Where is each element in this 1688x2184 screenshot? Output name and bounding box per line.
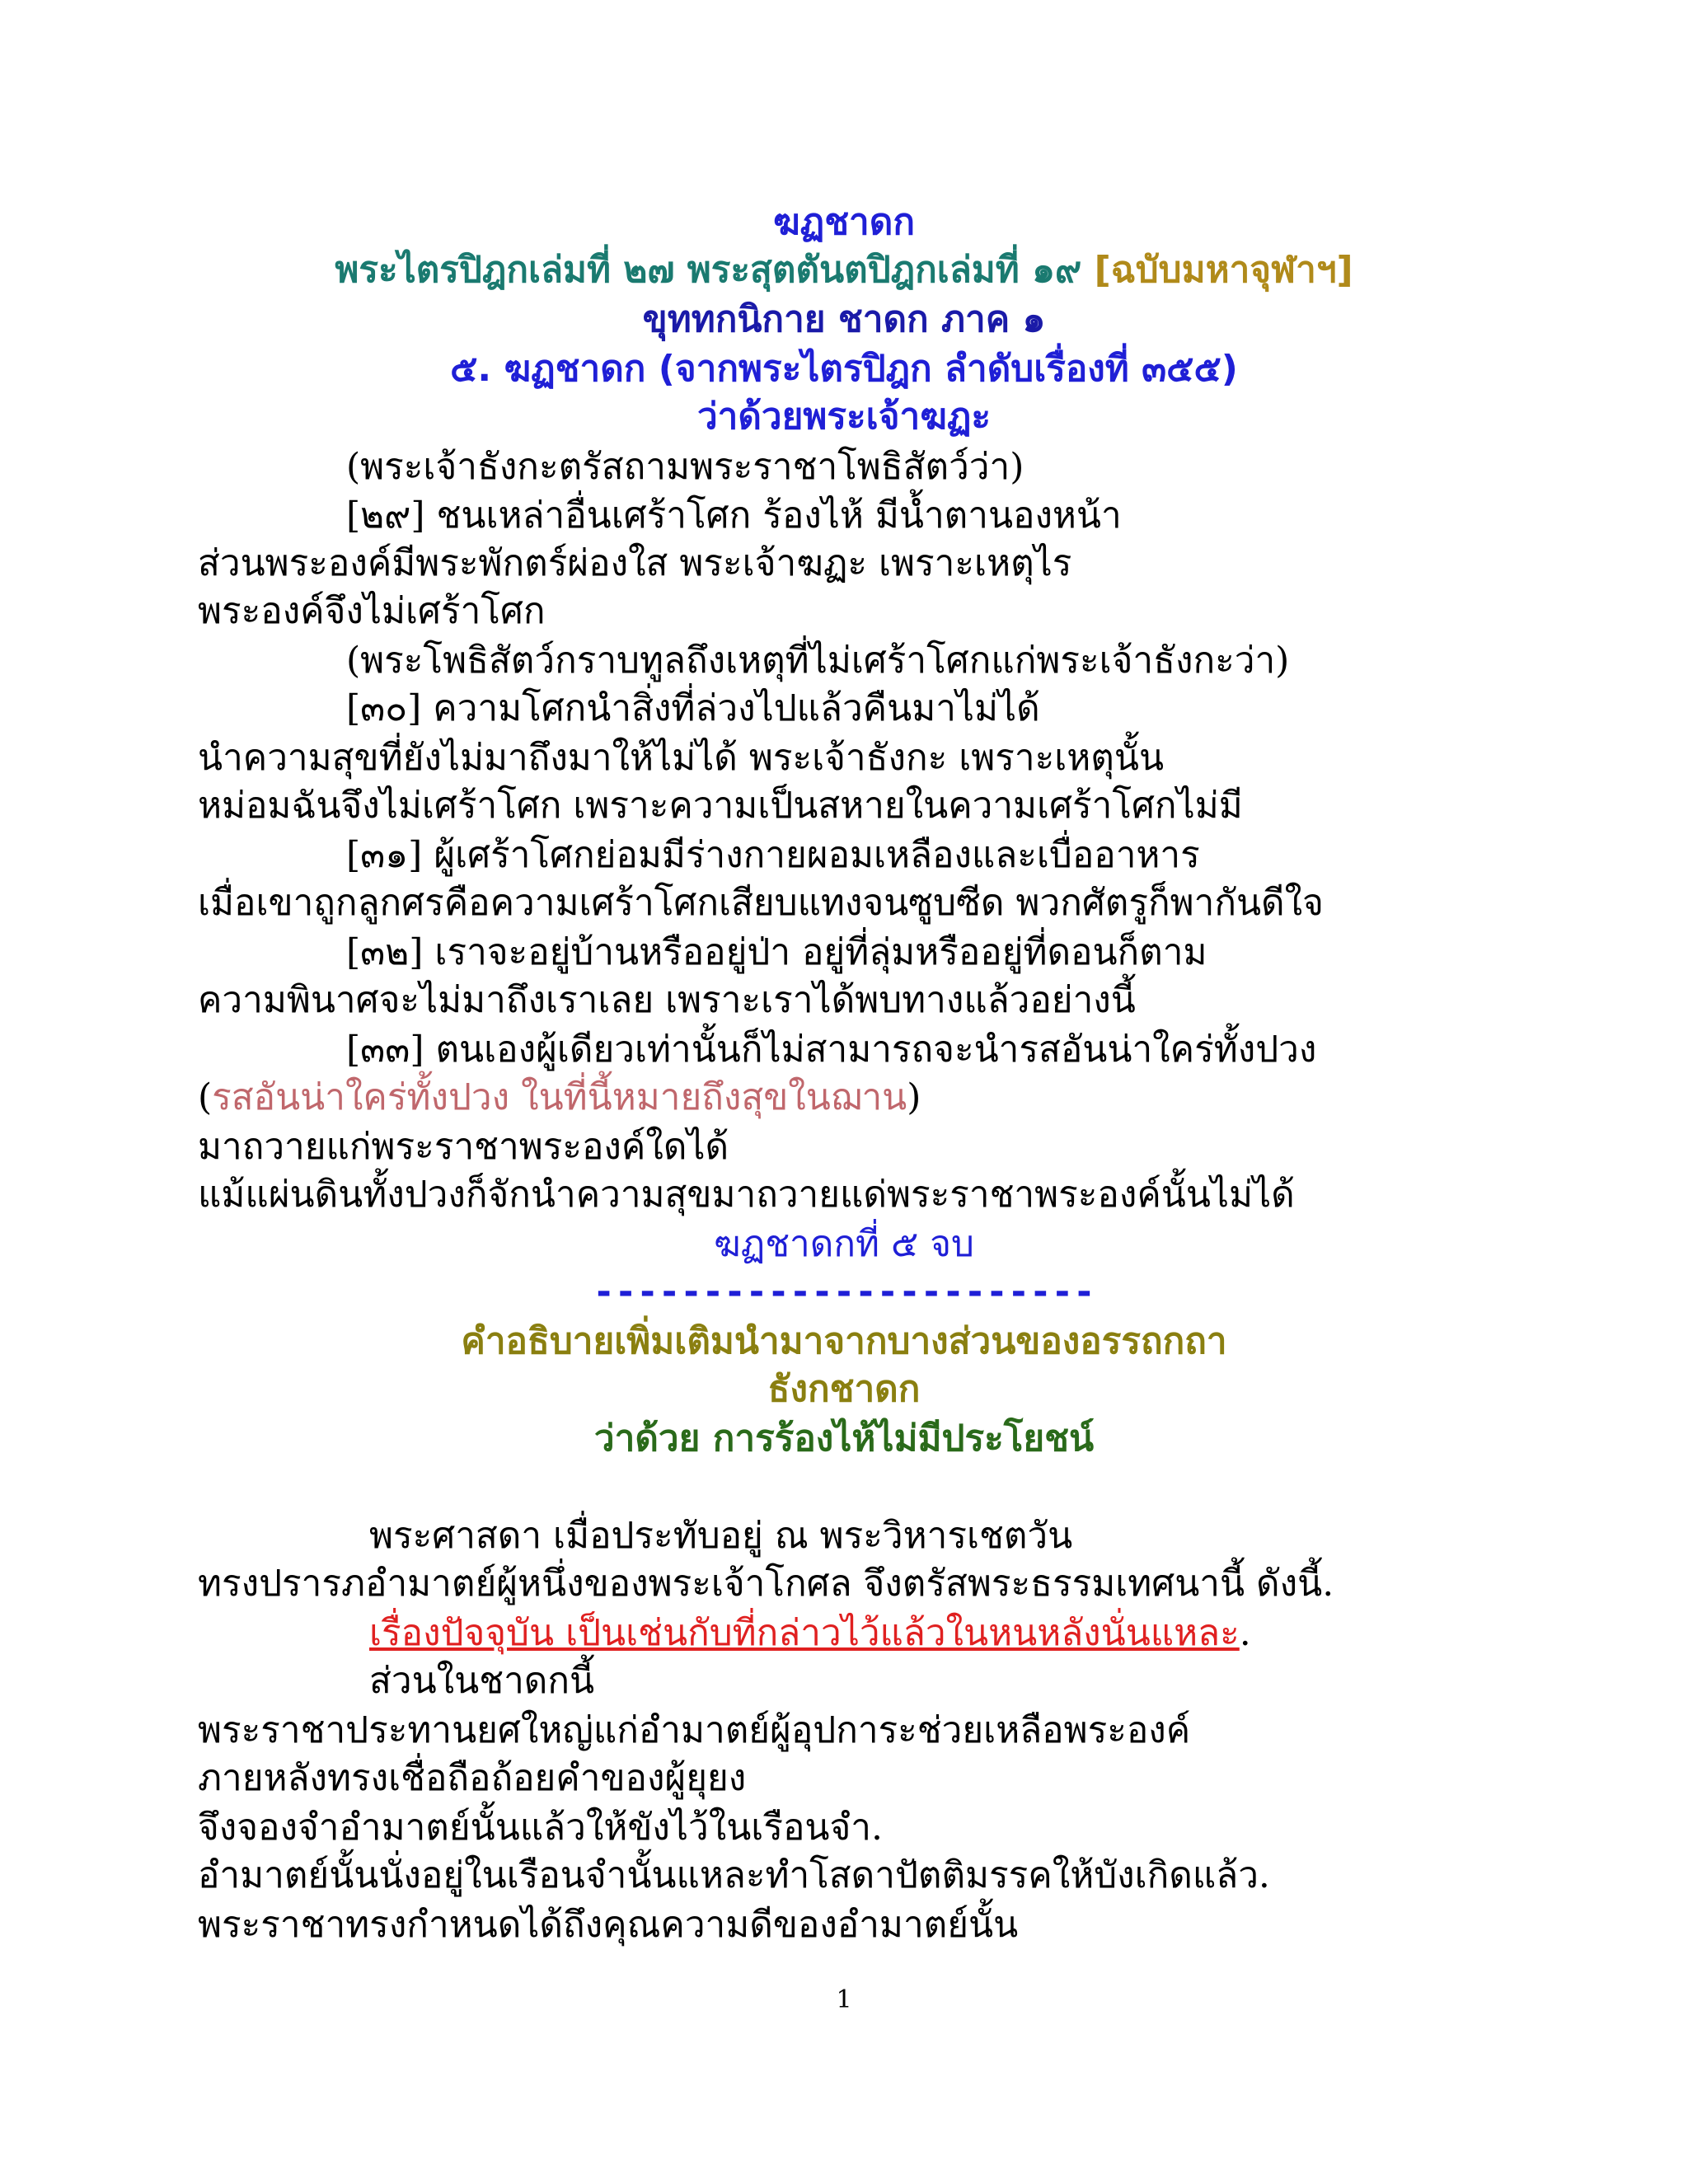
source-edition: [ฉบับมหาจุฬาฯ] — [1094, 249, 1353, 291]
commentary-line: อำมาตย์นั้นนั่งอยู่ในเรือนจำนั้นแหละทำโสดาปัตติมรรคให้บังเกิดแล้ว. — [198, 1854, 1270, 1896]
verse-line: หม่อมฉันจึงไม่เศร้าโศก เพราะความเป็นสหายในความเศร้าโศกไม่มี — [198, 785, 1243, 827]
commentary-link-line — [369, 1612, 1251, 1654]
note-close-paren: ) — [907, 1076, 921, 1118]
verse-note-line — [198, 1076, 921, 1118]
commentary-line: จึงจองจำอำมาตย์นั้นแล้วให้ขังไว้ในเรือนจำ. — [198, 1807, 883, 1849]
chapter-heading: ๕. ฆฏชาดก (จากพระไตรปิฎก ลำดับเรื่องที่ ๓๕๕) — [450, 348, 1238, 390]
verse-line: พระองค์จึงไม่เศร้าโศก — [198, 590, 546, 632]
commentary-line: พระราชาทรงกำหนดได้ถึงคุณความดีของอำมาตย์นั้น — [198, 1904, 1019, 1946]
source-line — [0, 249, 1688, 291]
subtitle-heading: ว่าด้วยพระเจ้าฆฏะ — [696, 396, 992, 438]
link-period: . — [1239, 1612, 1251, 1654]
page-number: 1 — [836, 1985, 852, 2014]
commentary-line: ภายหลังทรงเชื่อถือถ้อยคำของผู้ยุยง — [198, 1757, 747, 1799]
commentary-line: ส่วนในชาดกนี้ — [369, 1660, 595, 1702]
collection-heading: ขุททกนิกาย ชาดก ภาค ๑ — [642, 298, 1046, 340]
verse-line: เมื่อเขาถูกลูกศรคือความเศร้าโศกเสียบแทงจนซูบซีด พวกศัตรูก็พากันดีใจ — [198, 882, 1324, 924]
commentary-line: ทรงปรารภอำมาตย์ผู้หนึ่งของพระเจ้าโกศล จึงตรัสพระธรรมเทศนานี้ ดังนี้. — [198, 1563, 1334, 1605]
commentary-line: พระศาสดา เมื่อประทับอยู่ ณ พระวิหารเชตวัน — [369, 1515, 1073, 1557]
chapter-end: ฆฏชาดกที่ ๕ จบ — [714, 1223, 974, 1265]
verse-line: มาถวายแก่พระราชาพระองค์ใดได้ — [198, 1126, 729, 1168]
verse-line: แม้แผ่นดินทั้งปวงก็จักนำความสุขมาถวายแด่พระราชาพระองค์นั้นไม่ได้ — [198, 1174, 1295, 1216]
verse-note: รสอันน่าใคร่ทั้งปวง ในที่นี้หมายถึงสุขในฌาน — [212, 1076, 907, 1118]
commentary-line: พระราชาประทานยศใหญ่แก่อำมาตย์ผู้อุปการะช่วยเหลือพระองค์ — [198, 1709, 1191, 1751]
verse-line: นำความสุขที่ยังไม่มาถึงมาให้ไม่ได้ พระเจ้าธังกะ เพราะเหตุนั้น — [198, 737, 1165, 779]
verse-line: [๓๓] ตนเองผู้เดียวเท่านั้นก็ไม่สามารถจะนำรสอันน่าใคร่ทั้งปวง — [346, 1029, 1317, 1071]
verse-line: (พระโพธิสัตว์กราบทูลถึงเหตุที่ไม่เศร้าโศกแก่พระเจ้าธังกะว่า) — [346, 640, 1290, 682]
verse-line: ความพินาศจะไม่มาถึงเราเลย เพราะเราได้พบทางแล้วอย่างนี้ — [198, 979, 1136, 1021]
commentary-heading: คำอธิบายเพิ่มเติมนำมาจากบางส่วนของอรรถกถา — [461, 1320, 1227, 1362]
verse-line: [๓๒] เราจะอยู่บ้านหรืออยู่ป่า อยู่ที่ลุ่มหรืออยู่ที่ดอนก็ตาม — [346, 931, 1207, 973]
verse-line: [๓๑] ผู้เศร้าโศกย่อมมีร่างกายผอมเหลืองและเบื่ออาหาร — [346, 834, 1200, 876]
document-title: ฆฏชาดก — [773, 201, 915, 243]
verse-line: (พระเจ้าธังกะตรัสถามพระราชาโพธิสัตว์ว่า) — [346, 446, 1025, 488]
reference-link[interactable]: เรื่องปัจจุบัน เป็นเช่นกับที่กล่าวไว้แล้วในหนหลังนั่นแหละ — [369, 1612, 1240, 1654]
commentary-topic: ว่าด้วย การร้องไห้ไม่มีประโยชน์ — [593, 1418, 1095, 1460]
verse-line: [๓๐] ความโศกนำสิ่งที่ล่วงไปแล้วคืนมาไม่ได้ — [346, 687, 1040, 729]
commentary-jataka-name: ธังกชาดก — [767, 1368, 921, 1410]
verse-line: ส่วนพระองค์มีพระพักตร์ผ่องใส พระเจ้าฆฏะ เพราะเหตุไร — [198, 542, 1072, 584]
note-open-paren: ( — [198, 1076, 213, 1118]
section-divider: ----------------------- — [593, 1271, 1095, 1313]
verse-line: [๒๙] ชนเหล่าอื่นเศร้าโศก ร้องไห้ มีน้ำตานองหน้า — [346, 494, 1122, 537]
source-main: พระไตรปิฎกเล่มที่ ๒๗ พระสุตตันตปิฎกเล่มที่ ๑๙ — [335, 249, 1082, 291]
